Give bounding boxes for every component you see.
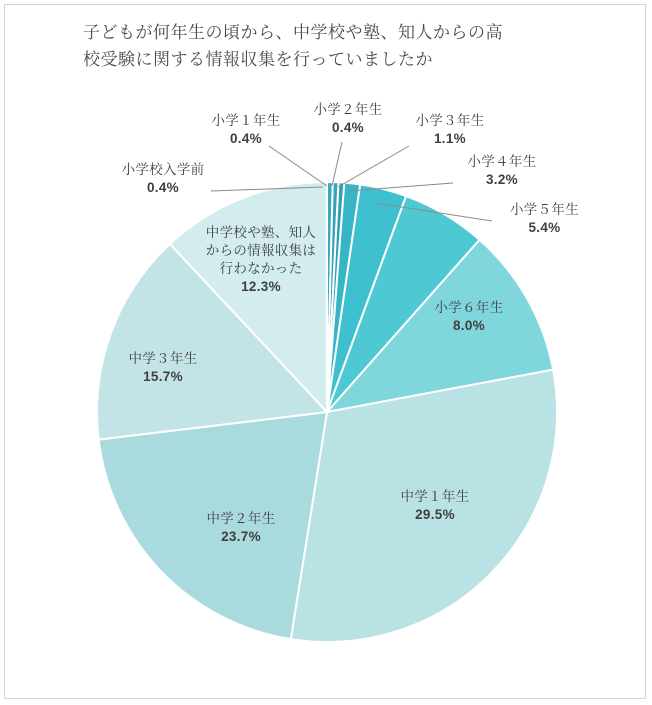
slice-label-shou4: 小学４年生 3.2% <box>467 154 537 187</box>
slice-label-chu3: 中学３年生 15.7% <box>128 351 198 384</box>
pie-chart <box>5 5 647 700</box>
title-line-2: 校受験に関する情報収集を行っていましたか <box>83 50 433 69</box>
slice-label-shou2: 小学２年生 0.4% <box>313 102 383 135</box>
chart-frame <box>4 4 646 699</box>
slice-label-shou3: 小学３年生 1.1% <box>415 113 485 146</box>
slice-label-shou6: 小学６年生 8.0% <box>434 300 504 333</box>
leader-line-shou1 <box>269 146 327 186</box>
slice-label-chu2: 中学２年生 23.7% <box>206 511 276 544</box>
slice-label-shou5: 小学５年生 5.4% <box>510 202 579 235</box>
slice-label-chu1: 中学１年生 29.5% <box>400 489 470 522</box>
leader-line-shou2 <box>332 142 342 186</box>
leader-line-shou3 <box>338 146 409 187</box>
slice-label-shou1: 小学１年生 0.4% <box>211 113 281 146</box>
title-line-1: 子どもが何年生の頃から、中学校や塾、知人からの高 <box>83 23 503 42</box>
slice-label-nyugakumae: 小学校入学前 0.4% <box>121 162 205 195</box>
slice-label-no-info: 中学校や塾、知人からの情報収集は行わなかった 12.3% <box>205 225 317 294</box>
